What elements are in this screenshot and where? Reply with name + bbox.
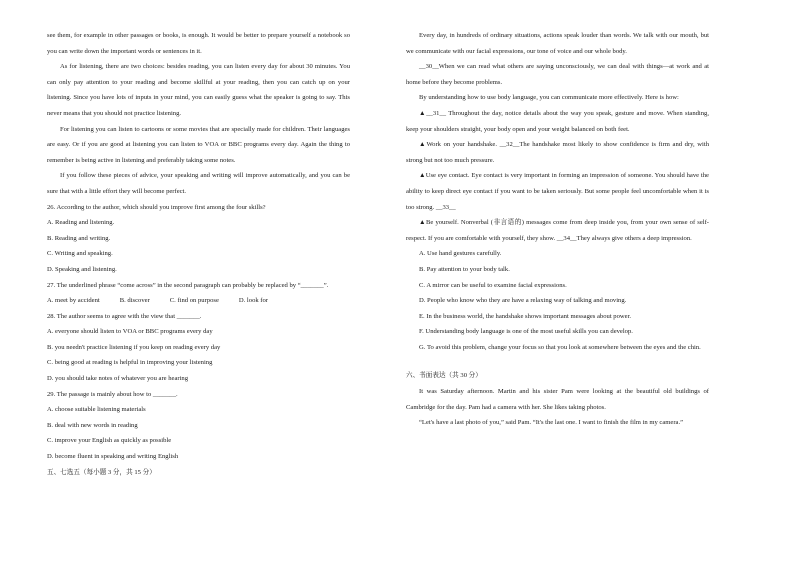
q28-option-a: A. everyone should listen to VOA or BBC programs every day (47, 328, 213, 336)
q27-option-b: B. discover (119, 297, 150, 305)
q29-option-c: C. improve your English as quickly as possible (47, 437, 172, 445)
q27-option-d: D. look for (238, 297, 268, 305)
q26-option-b: B. Reading and writing. (47, 234, 111, 242)
option-d: D. People who know who they are have a relaxing way of talking and moving. (419, 297, 627, 305)
q29-stem: 29. The passage is mainly about how to _______. (47, 390, 178, 398)
passage-body-language-p5: ▲Work on your handshake. __32__The handshake most likely to show confidence is firm and dry, with strong but not too much pressure. (406, 141, 709, 164)
q28-option-b: B. you needn't practice listening if you keep on reading every day (47, 343, 221, 351)
q27-options (47, 293, 350, 309)
option-f: F. Understanding body language is one of the most useful skills you can develop. (419, 328, 633, 336)
q29-option-b: B. deal with new words in reading (47, 421, 138, 429)
passage-intro: see them, for example in other passages or books, is enough. It would be better to prepare yourself a notebook so you can write down the important words or sentences in it. (47, 32, 350, 55)
writing-prompt-p1: It was Saturday afternoon. Martin and his sister Pam were looking at the beautiful old buildings of Cambridge for the day. Pam had a camera with her. She likes taking photos. (406, 388, 709, 411)
passage-advice: If you follow these pieces of advice, your speaking and writing will improve automatically, and you can be sure that with a little effort they will become perfect. (47, 172, 350, 195)
right-column (406, 28, 709, 431)
q28-option-c: C. being good at reading is helpful in improving your listening (47, 359, 213, 367)
q26-stem: 26. According to the author, which should you improve first among the four skills? (47, 203, 266, 211)
option-e: E. In the business world, the handshake shows important messages about power. (419, 312, 632, 320)
q28-stem: 28. The author seems to agree with the view that _______. (47, 312, 202, 320)
section-6-heading: 六、书面表达（共 30 分） (406, 372, 482, 380)
passage-body-language-p1: Every day, in hundreds of ordinary situations, actions speak louder than words. We talk with our mouth, but we communicate with our facial expressions, our tone of voice and our whole body. (406, 32, 709, 55)
passage-body-language-p7: ▲Be yourself. Nonverbal (非言语的) messages come from deep inside you, from your own sense of self-respect. If you are comfortable with yourself, they show. __34__They always give others a deep impression. (406, 219, 709, 242)
left-column (47, 28, 350, 480)
q26-option-c: C. Writing and speaking. (47, 250, 113, 258)
section-5-heading: 五、七选五（每小题 3 分，共 15 分） (47, 468, 156, 476)
option-b: B. Pay attention to your body talk. (419, 265, 510, 273)
q27-option-a: A. meet by accident (47, 297, 100, 305)
q29-option-a: A. choose suitable listening materials (47, 406, 146, 414)
passage-body-language-p6: ▲Use eye contact. Eye contact is very important in forming an impression of someone. You should have the ability to keep direct eye contact if you want to be taken seriously. But some people feel uncomfortable when it is too strong. __33__ (406, 172, 709, 211)
passage-cartoons: For listening you can listen to cartoons or some movies that are specially made for children. Their languages are easy. Or if you are good at listening you can listen to VOA or BBC programs every day. Again the thing to remember is being active in listening and preferably taking some notes. (47, 125, 350, 164)
option-a: A. Use hand gestures carefully. (419, 250, 502, 258)
q28-option-d: D. you should take notes of whatever you are hearing (47, 375, 188, 383)
passage-body-language-p3: By understanding how to use body language, you can communicate more effectively. Here is how: (419, 94, 679, 102)
q26-option-d: D. Speaking and listening. (47, 265, 117, 273)
writing-prompt-p2: “Let's have a last photo of you,” said Pam. “It's the last one. I want to finish the film in my camera.” (419, 419, 684, 427)
q27-option-c: C. find on purpose (169, 297, 219, 305)
option-c: C. A mirror can be useful to examine facial expressions. (419, 281, 567, 289)
option-g: G. To avoid this problem, change your focus so that you look at somewhere between the eyes and the chin. (419, 343, 701, 351)
passage-body-language-p2: __30__When we can read what others are saying unconsciously, we can deal with things—at work and at home before they become problems. (406, 63, 709, 86)
q29-option-d: D. become fluent in speaking and writing English (47, 453, 179, 461)
passage-listening: As for listening, there are two choices: besides reading, you can listen every day for about 30 minutes. You can only pay attention to your reading and become skillful at your reading, then you can catch up on your listening. Since you have lots of inputs in your mind, you can easily guess what the speaker is going to say. This never means that you should not practice listening. (47, 63, 350, 117)
passage-body-language-p4: ▲__31__ Throughout the day, notice details about the way you speak, gesture and move. When standing, keep your shoulders straight, your body open and your weight balanced on both feet. (406, 109, 709, 133)
q26-option-a: A. Reading and listening. (47, 219, 115, 227)
q27-stem: 27. The underlined phrase “come across” in the second paragraph can probably be replaced by “_______”. (47, 281, 329, 289)
